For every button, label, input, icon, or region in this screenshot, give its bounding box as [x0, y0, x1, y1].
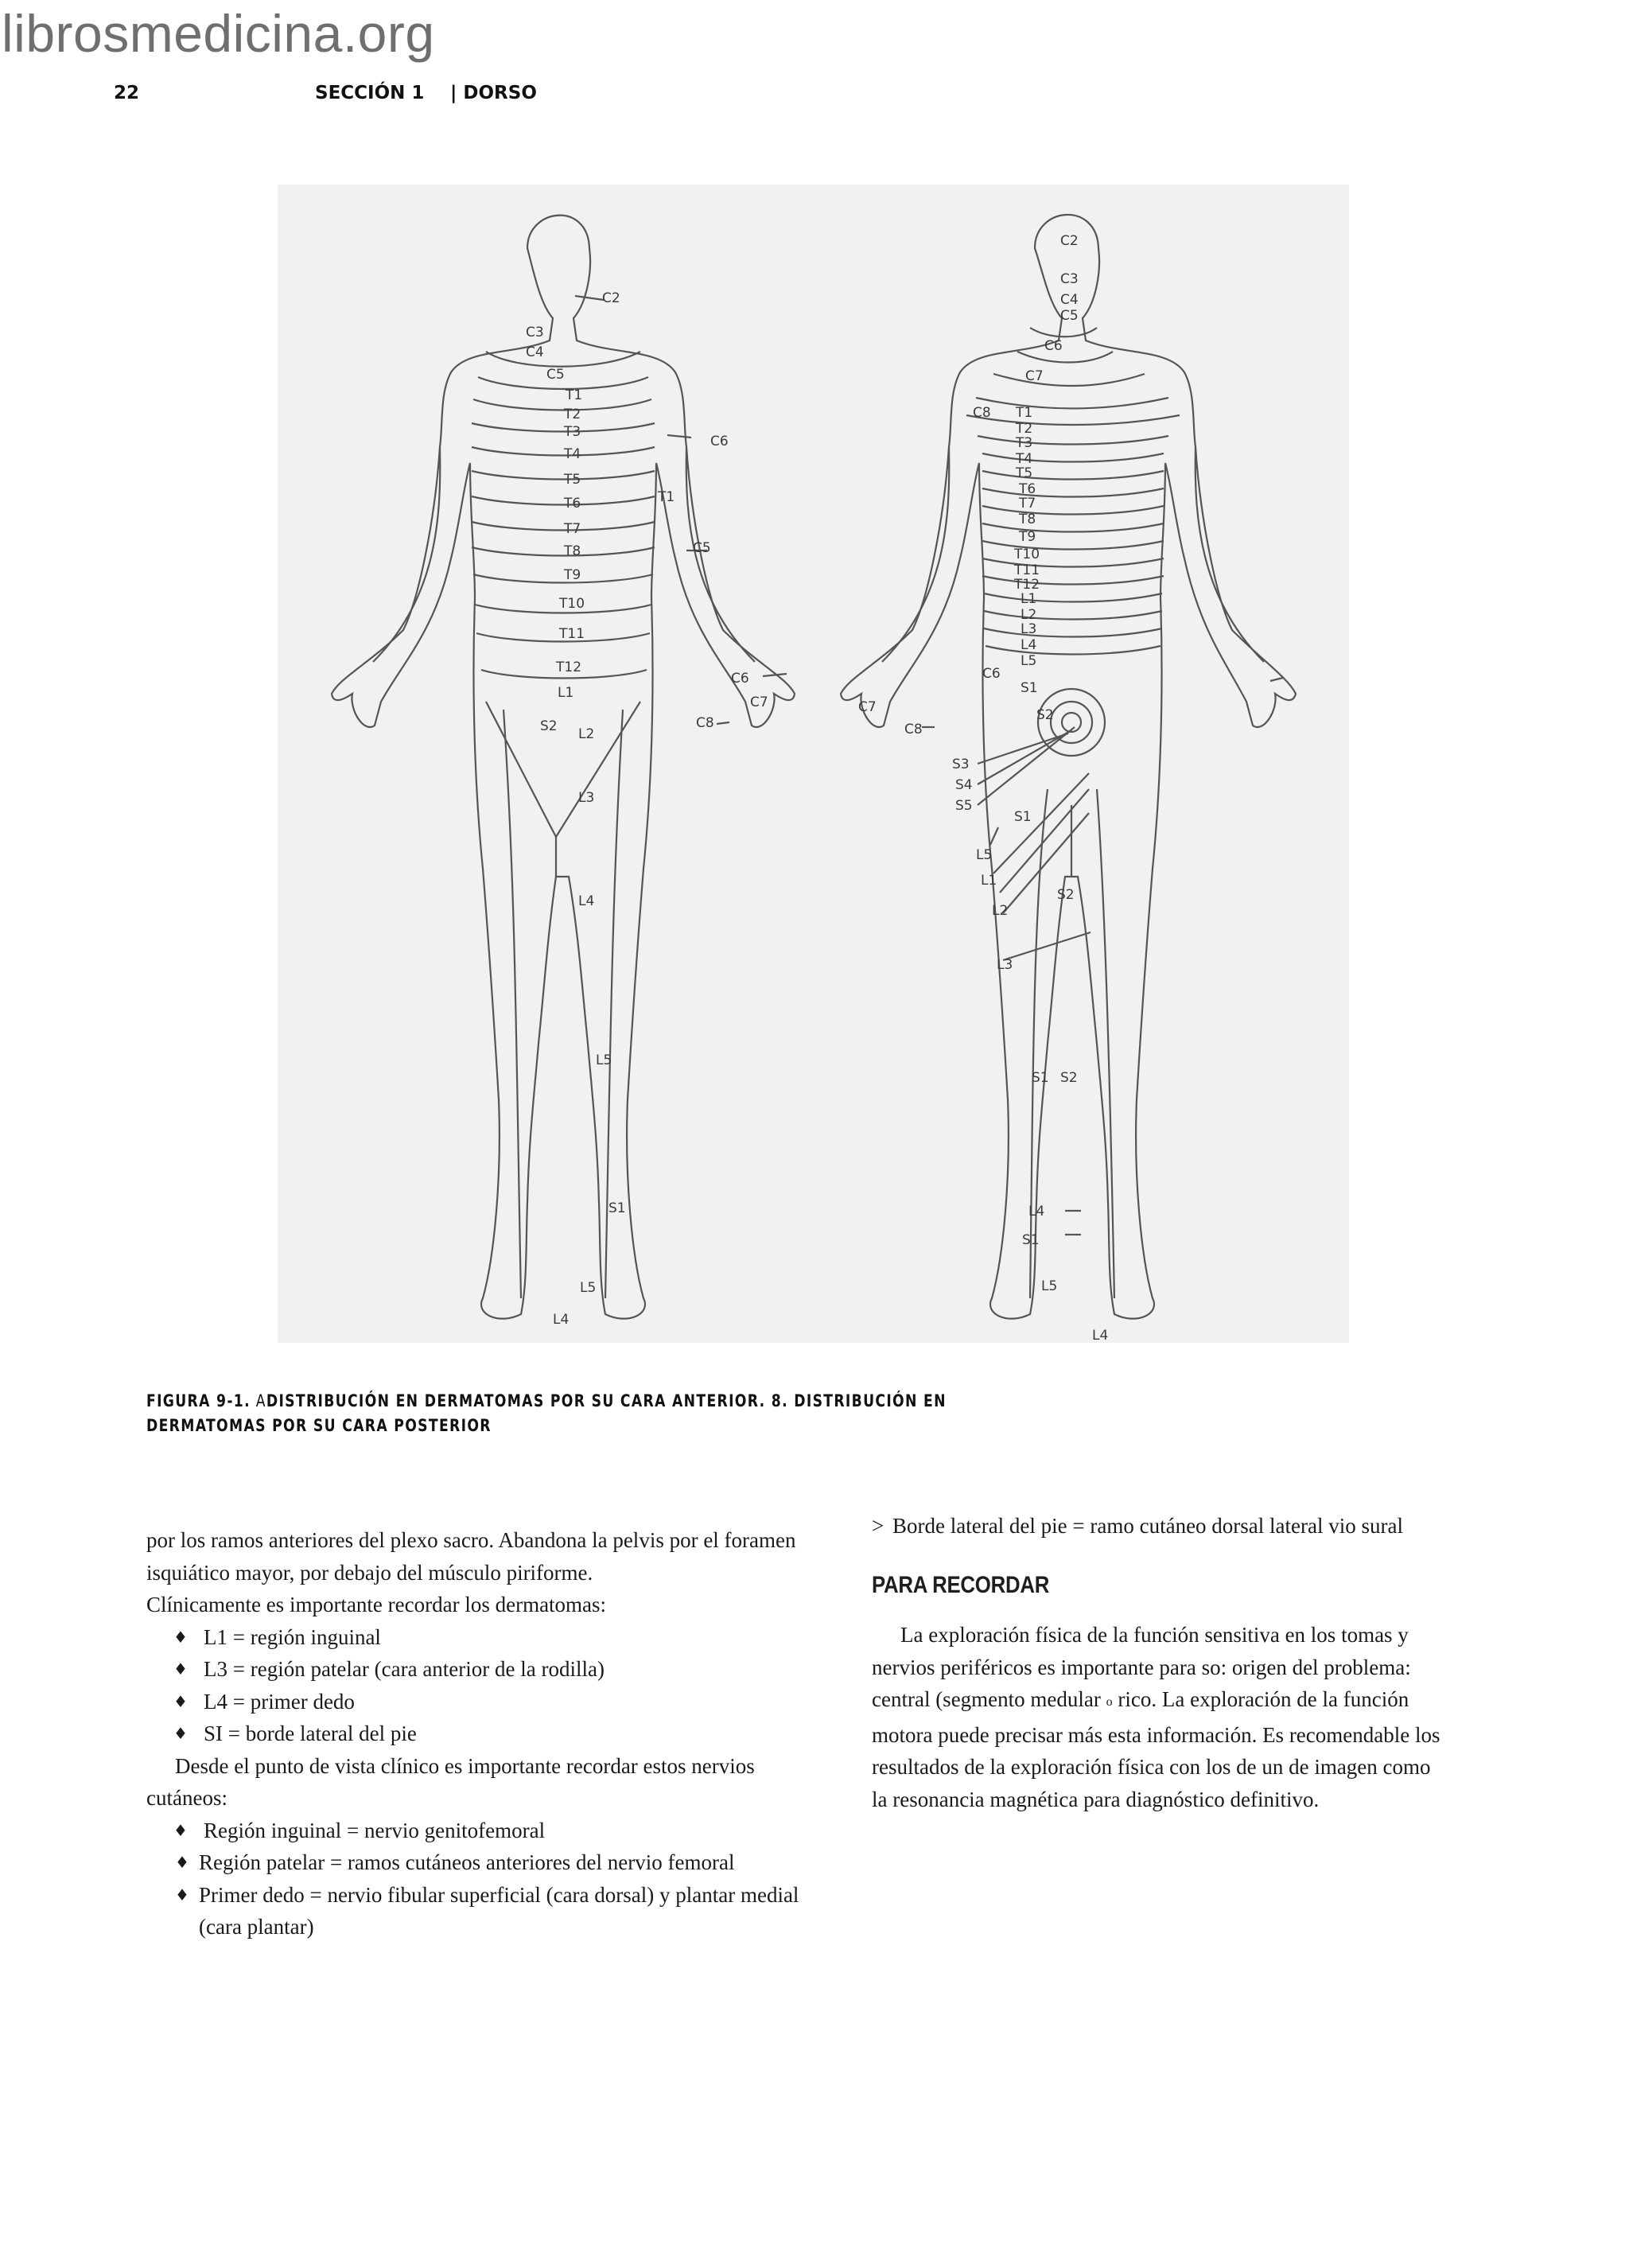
list-item: ♦ SI = borde lateral del pie — [173, 1718, 807, 1750]
figure-caption — [146, 1389, 994, 1438]
right-column — [872, 1510, 1444, 1815]
greater-than-marker: > — [872, 1514, 884, 1538]
dermatome-figure — [278, 185, 1349, 1343]
caption-letter: A — [250, 1391, 266, 1410]
list-item: ♦ L1 = región inguinal — [173, 1621, 807, 1654]
bullet-diamond-icon: ♦ — [173, 1724, 188, 1743]
plabel-t1: T1 — [1016, 405, 1033, 421]
plabel-c2: C2 — [1060, 233, 1079, 249]
plabel-s1-thigh: S1 — [1014, 809, 1032, 825]
plabel-c3: C3 — [1060, 271, 1079, 287]
plabel-t7: T7 — [1019, 496, 1036, 512]
plabel-c7-hand: C7 — [858, 699, 877, 715]
section-title: PARA RECORDAR — [872, 1571, 1050, 1598]
plabel-t12: T12 — [1014, 577, 1040, 593]
running-header — [0, 83, 1629, 115]
list-item: ♦ Región inguinal = nervio genitofemoral — [173, 1815, 807, 1847]
plabel-l3-thigh: L3 — [997, 957, 1013, 973]
dermatome-diagram — [278, 185, 1349, 1343]
plabel-c8: C8 — [973, 405, 991, 421]
plabel-c7: C7 — [1025, 368, 1044, 384]
label-c5: C5 — [546, 367, 565, 383]
plabel-c5: C5 — [1060, 308, 1079, 324]
paragraph-2: Clínicamente es importante recordar los dermatomas: — [146, 1593, 607, 1616]
plabel-t5: T5 — [1016, 465, 1033, 481]
dermatome-list — [146, 1621, 807, 1750]
label-t2: T2 — [564, 407, 581, 422]
plabel-c6-hand: C6 — [982, 666, 1001, 682]
nerve-list — [146, 1815, 807, 1943]
plabel-t9: T9 — [1019, 529, 1036, 545]
plabel-s1-leg: S1 — [1032, 1070, 1049, 1086]
plabel-s1: S1 — [1021, 680, 1038, 696]
label-s2: S2 — [540, 718, 558, 734]
plabel-t11: T11 — [1014, 562, 1040, 578]
label-l5: L5 — [596, 1052, 612, 1068]
plabel-l3: L3 — [1021, 621, 1037, 637]
plabel-s3: S3 — [952, 757, 970, 772]
label-t9: T9 — [564, 567, 581, 583]
caption-prefix: FIGURA 9-1. — [146, 1391, 251, 1410]
plabel-l2-thigh: L2 — [992, 903, 1009, 919]
label-l3: L3 — [578, 790, 595, 806]
left-column — [146, 1524, 807, 1943]
label-l1: L1 — [558, 685, 574, 701]
bullet-diamond-icon: ♦ — [175, 1853, 189, 1872]
label-c3: C3 — [526, 325, 544, 340]
label-t1-arm: T1 — [658, 489, 675, 505]
page-number: 22 — [114, 83, 140, 103]
bullet-diamond-icon: ♦ — [175, 1885, 189, 1904]
label-c7-hand: C7 — [750, 694, 768, 710]
section-label: SECCIÓN 1 — [315, 83, 425, 103]
label-c6: C6 — [710, 434, 729, 449]
bullet-diamond-icon: ♦ — [173, 1691, 188, 1711]
label-t3: T3 — [564, 424, 581, 440]
anterior-labels — [526, 290, 768, 1328]
plabel-t2: T2 — [1016, 421, 1033, 437]
bullet-diamond-icon: ♦ — [173, 1627, 188, 1647]
label-c4: C4 — [526, 344, 544, 360]
paragraph-1: por los ramos anteriores del plexo sacro. Abandona la pelvis por el foramen isquiático mayor, por debajo del músculo piriforme. — [146, 1528, 796, 1585]
watermark-text: librosmedicina.org — [2, 4, 435, 63]
plabel-l1-thigh: L1 — [981, 873, 997, 889]
label-l5-foot: L5 — [580, 1280, 597, 1296]
plabel-t4: T4 — [1016, 451, 1033, 467]
label-c8-hand: C8 — [696, 715, 714, 731]
plabel-l4-leg: L4 — [1028, 1204, 1045, 1220]
label-c5-arm: C5 — [693, 540, 711, 556]
label-t10: T10 — [559, 596, 585, 612]
caption-text: DISTRIBUCIÓN EN DERMATOMAS POR SU CARA ANTERIOR. 8. DISTRIBUCIÓN EN DERMATOMAS POR SU CARA POSTERIOR — [146, 1391, 947, 1435]
label-c2: C2 — [602, 290, 620, 306]
plabel-l1: L1 — [1021, 591, 1037, 607]
posterior-body-outline — [841, 215, 1296, 1319]
plabel-s5: S5 — [955, 798, 973, 814]
label-t12: T12 — [556, 659, 582, 675]
plabel-l2: L2 — [1021, 607, 1037, 623]
list-item: ♦ Primer dedo = nervio fibular superficial (cara dorsal) y plantar medial (cara plantar) — [175, 1879, 807, 1943]
list-item: ♦ L4 = primer dedo — [173, 1686, 807, 1718]
paragraph-3: Desde el punto de vista clínico es importante recordar estos nervios cutáneos: — [146, 1753, 755, 1810]
plabel-s2: S2 — [1036, 707, 1054, 723]
label-l2: L2 — [578, 726, 595, 742]
label-t11: T11 — [559, 626, 585, 642]
plabel-t6: T6 — [1019, 481, 1036, 497]
chapter-label: | DORSO — [450, 83, 537, 103]
label-t4: T4 — [564, 446, 581, 462]
bullet-diamond-icon: ♦ — [173, 1659, 188, 1679]
plabel-s2-thigh: S2 — [1057, 887, 1075, 903]
plabel-s4: S4 — [955, 777, 973, 793]
plabel-s2-leg: S2 — [1060, 1070, 1078, 1086]
label-t1: T1 — [566, 387, 583, 403]
label-t8: T8 — [564, 543, 581, 559]
label-t6: T6 — [564, 496, 581, 512]
plabel-l5-foot: L5 — [1041, 1278, 1058, 1294]
plabel-s1-foot: S1 — [1022, 1232, 1040, 1248]
plabel-c6: C6 — [1044, 338, 1063, 354]
label-c6-hand: C6 — [731, 671, 749, 687]
plabel-t3: T3 — [1016, 435, 1033, 451]
plabel-l4: L4 — [1021, 637, 1037, 653]
label-t5: T5 — [564, 472, 581, 488]
bullet-diamond-icon: ♦ — [173, 1820, 188, 1840]
plabel-c4: C4 — [1060, 292, 1079, 308]
label-s1: S1 — [608, 1200, 626, 1216]
paragraph-remember: La exploración física de la función sensitiva en los tomas y nervios periféricos es importante para so: origen del problema: central (segmento medular o rico. La exploración de la función motora puede precisar más esta información. Es recomendable los resultados de la exploración física con los de un de imagen como la resonancia magnética para diagnóstico definitivo. — [872, 1623, 1440, 1811]
label-l4: L4 — [578, 893, 595, 909]
list-item: > Borde lateral del pie = ramo cutáneo dorsal lateral vio sural — [872, 1510, 1444, 1542]
label-l4-foot: L4 — [553, 1312, 570, 1328]
label-t7: T7 — [564, 521, 581, 537]
plabel-l5: L5 — [1021, 653, 1037, 669]
list-item: ♦ L3 = región patelar (cara anterior de la rodilla) — [173, 1653, 807, 1686]
plabel-t8: T8 — [1019, 512, 1036, 527]
list-item: ♦ Región patelar = ramos cutáneos anteriores del nervio femoral — [175, 1846, 807, 1879]
plabel-l4-foot: L4 — [1092, 1328, 1109, 1343]
plabel-c8-hand: C8 — [904, 722, 923, 737]
plabel-t10: T10 — [1014, 547, 1040, 562]
plabel-l5-thigh: L5 — [976, 847, 993, 863]
